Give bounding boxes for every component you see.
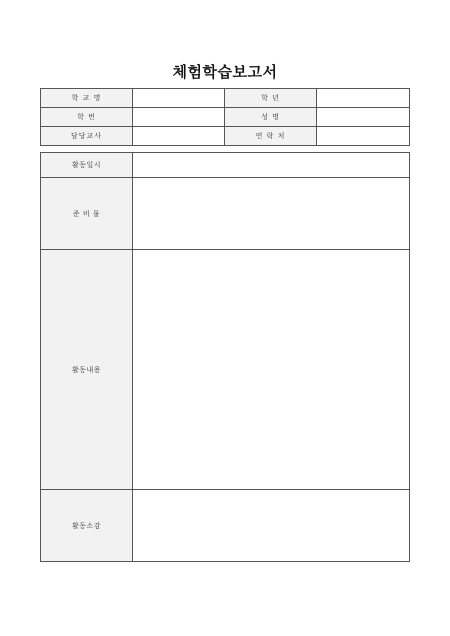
- student-number-label: 학 번: [41, 108, 133, 127]
- student-number-field[interactable]: [133, 108, 225, 127]
- grade-field[interactable]: [317, 89, 410, 108]
- activity-content-field[interactable]: [133, 250, 410, 490]
- school-name-field[interactable]: [133, 89, 225, 108]
- info-row-school: [41, 89, 410, 108]
- info-row-student: [41, 108, 410, 127]
- student-name-label: 성 명: [225, 108, 317, 127]
- student-info-table: [40, 88, 410, 146]
- student-name-field[interactable]: [317, 108, 410, 127]
- school-name-label: 학 교 명: [41, 89, 133, 108]
- activity-date-row: [41, 153, 410, 178]
- teacher-label: 담당교사: [41, 127, 133, 146]
- activity-content-row: [41, 250, 410, 490]
- grade-label: 학 년: [225, 89, 317, 108]
- impressions-field[interactable]: [133, 490, 410, 562]
- supplies-label: 준 비 물: [41, 178, 133, 250]
- info-row-teacher: [41, 127, 410, 146]
- impressions-row: [41, 490, 410, 562]
- supplies-row: [41, 178, 410, 250]
- activity-date-field[interactable]: [133, 153, 410, 178]
- activity-content-label: 활동내용: [41, 250, 133, 490]
- contact-label: 연 락 처: [225, 127, 317, 146]
- contact-field[interactable]: [317, 127, 410, 146]
- impressions-label: 활동소감: [41, 490, 133, 562]
- page-title: 체험학습보고서: [172, 63, 278, 81]
- teacher-field[interactable]: [133, 127, 225, 146]
- supplies-field[interactable]: [133, 178, 410, 250]
- activity-report-table: [40, 152, 410, 562]
- activity-date-label: 활동일시: [41, 153, 133, 178]
